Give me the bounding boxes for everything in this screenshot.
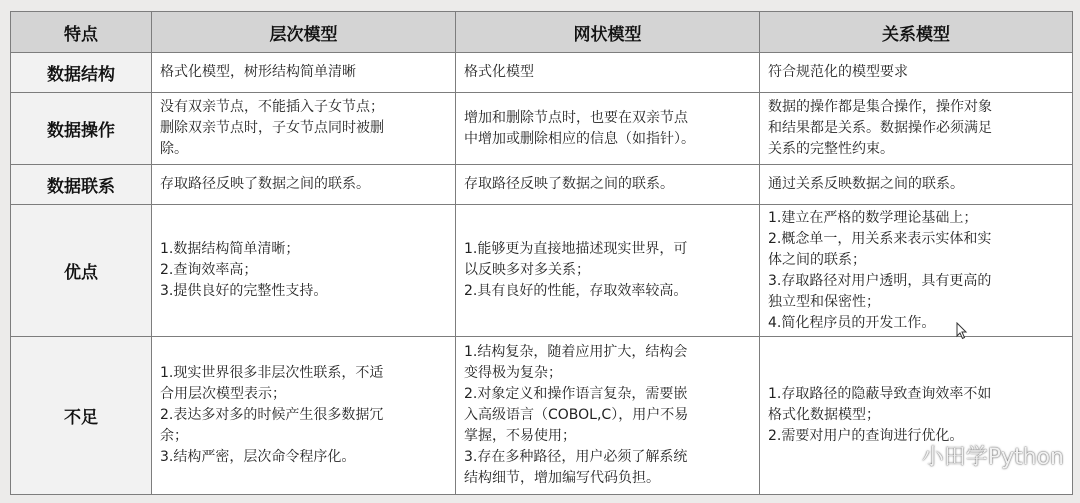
cell-line: 2.具有良好的性能，存取效率较高。 [464, 283, 688, 299]
cell-line: 格式化模型，树形结构简单清晰 [160, 64, 356, 80]
table-row [11, 165, 1073, 205]
cell-line: 关系的完整性约束。 [768, 141, 894, 157]
cell-line: 掌握，不易使用； [464, 428, 576, 444]
cell-line: 通过关系反映数据之间的联系。 [768, 176, 964, 192]
cell-line: 4.简化程序员的开发工作。 [768, 314, 936, 331]
cell-line: 2.对象定义和操作语言复杂，需要嵌 [464, 386, 688, 402]
cell-line: 存取路径反映了数据之间的联系。 [464, 176, 674, 192]
cell-network [456, 337, 760, 495]
cell-line: 合用层次模型表示； [160, 386, 286, 402]
cell-line: 符合规范化的模型要求 [768, 64, 908, 80]
row-label-advantages: 优点 [11, 205, 152, 337]
table-header-row [11, 12, 1073, 53]
cell-line: 1.结构复杂，随着应用扩大，结构会 [464, 344, 688, 360]
cell-line: 体之间的联系； [768, 251, 866, 268]
cell-relational [760, 93, 1073, 165]
cell-line: 1.现实世界很多非层次性联系，不适 [160, 365, 384, 381]
header-network-model: 网状模型 [456, 12, 760, 53]
cell-line: 入高级语言（COBOL,C），用户不易 [464, 407, 689, 423]
table-row [11, 205, 1073, 337]
cell-network [456, 205, 760, 337]
header-feature: 特点 [11, 12, 152, 53]
cell-network [456, 53, 760, 93]
mouse-cursor-icon [956, 322, 968, 340]
comparison-table-wrapper [10, 11, 1072, 492]
header-relational-model: 关系模型 [760, 12, 1073, 53]
cell-line: 独立型和保密性； [768, 293, 880, 310]
row-label-data-operation: 数据操作 [11, 93, 152, 165]
cell-network [456, 93, 760, 165]
cell-line: 1.建立在严格的数学理论基础上； [768, 209, 978, 226]
table-row [11, 93, 1073, 165]
header-hierarchical-model: 层次模型 [152, 12, 456, 53]
cell-relational [760, 53, 1073, 93]
row-label-data-linkage: 数据联系 [11, 165, 152, 205]
cell-line: 3.存在多种路径，用户必须了解系统 [464, 449, 688, 465]
data-model-comparison-table [10, 11, 1073, 495]
cell-hierarchical [152, 165, 456, 205]
watermark-text: 小田学Python [921, 445, 1064, 470]
cell-line: 没有双亲节点，不能插入子女节点； [160, 99, 384, 115]
cell-hierarchical [152, 53, 456, 93]
table-row [11, 53, 1073, 93]
watermark [886, 440, 1064, 471]
cell-line: 变得极为复杂； [464, 365, 562, 381]
cell-line: 格式化数据模型； [768, 407, 880, 423]
cell-line: 1.存取路径的隐蔽导致查询效率不如 [768, 386, 992, 402]
cell-line: 3.提供良好的完整性支持。 [160, 283, 328, 299]
cell-hierarchical [152, 93, 456, 165]
cell-line: 和结果都是关系。数据操作必须满足 [768, 120, 992, 136]
wechat-icon [886, 444, 916, 468]
cell-line: 格式化模型 [464, 64, 534, 80]
cell-line: 2.概念单一，用关系来表示实体和实 [768, 230, 992, 247]
cell-line: 1.数据结构简单清晰； [160, 241, 300, 257]
cell-line: 2.表达多对多的时候产生很多数据冗 [160, 407, 384, 423]
row-label-disadvantages: 不足 [11, 337, 152, 495]
cell-line: 以反映多对多关系； [464, 262, 590, 278]
cell-network [456, 165, 760, 205]
cell-hierarchical [152, 205, 456, 337]
cell-relational [760, 205, 1073, 337]
cell-relational [760, 165, 1073, 205]
cell-line: 1.能够更为直接地描述现实世界，可 [464, 241, 688, 257]
cell-line: 3.存取路径对用户透明，具有更高的 [768, 272, 992, 289]
row-label-data-structure: 数据结构 [11, 53, 152, 93]
cell-hierarchical [152, 337, 456, 495]
cell-line: 余； [160, 428, 188, 444]
cell-line: 存取路径反映了数据之间的联系。 [160, 176, 370, 192]
cell-line: 除。 [160, 141, 188, 157]
cell-line: 2.需要对用户的查询进行优化。 [768, 428, 964, 444]
cell-line: 结构细节，增加编写代码负担。 [464, 470, 660, 486]
cell-line: 3.结构严密，层次命令程序化。 [160, 449, 356, 465]
cell-line: 删除双亲节点时，子女节点同时被删 [160, 120, 384, 136]
cell-line: 数据的操作都是集合操作，操作对象 [768, 99, 992, 115]
cell-line: 增加和删除节点时，也要在双亲节点 [464, 109, 688, 126]
cell-line: 中增加或删除相应的信息（如指针）。 [464, 130, 695, 147]
cell-line: 2.查询效率高； [160, 262, 258, 278]
